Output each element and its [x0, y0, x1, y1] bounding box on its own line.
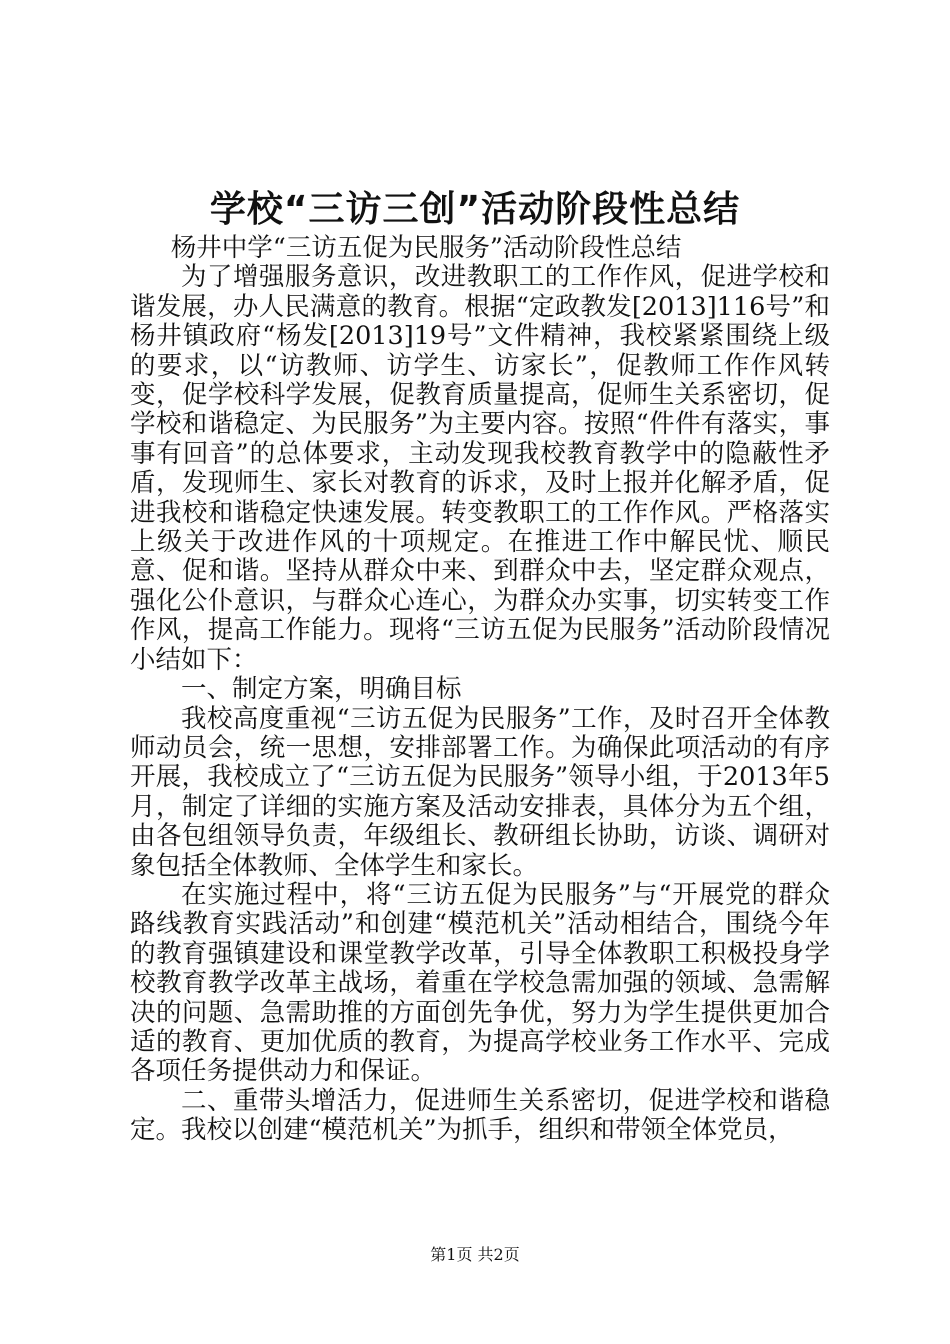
paragraph-section-2: 二、重带头增活力，促进师生关系密切，促进学校和谐稳定。我校以创建“模范机关”为抓手，组织和带领全体党员， [130, 1085, 830, 1146]
paragraph-intro: 为了增强服务意识，改进教职工的工作作风，促进学校和谐发展，办人民满意的教育。根据“定政教发[2013]116号”和杨井镇政府“杨发[2013]19号”文件精神，我校紧紧围绕上级的要求，以“访教师、访学生、访家长”，促教师工作作风转变，促学校科学发展，促教育质量提高，促师生关系密切，促学校和谐稳定、为民服务”为主要内容。按照“件件有落实，事事有回音”的总体要求，主动发现我校教育教学中的隐蔽性矛盾，发现师生、家长对教育的诉求，及时上报并化解矛盾，促进我校和谐稳定快速发展。转变教职工的工作作风。严格落实上级关于改进作风的十项规定。在推进工作中解民忧、顺民意、促和谐。坚持从群众中来、到群众中去，坚定群众观点，强化公仆意识，与群众心连心，为群众办实事，切实转变工作作风，提高工作能力。现将“三访五促为民服务”活动阶段情况小结如下： [130, 262, 830, 675]
paragraph-implementation: 在实施过程中，将“三访五促为民服务”与“开展党的群众路线教育实践活动”和创建“模范机关”活动相结合，围绕今年的教育强镇建设和课堂教学改革，引导全体教职工积极投身学校教育教学改革主战场，着重在学校急需加强的领域、急需解决的问题、急需助推的方面创先争优，努力为学生提供更加合适的教育、更加优质的教育，为提高学校业务工作水平、完成各项任务提供动力和保证。 [130, 879, 830, 1087]
section-heading-1: 一、制定方案，明确目标 [181, 674, 462, 705]
document-subtitle: 杨井中学“三访五促为民服务”活动阶段性总结 [170, 233, 682, 263]
document-title: 学校“三访三创”活动阶段性总结 [209, 189, 741, 230]
page-footer: 第1页 共2页 [430, 1245, 520, 1264]
paragraph-section-1: 我校高度重视“三访五促为民服务”工作，及时召开全体教师动员会，统一思想，安排部署工作。为确保此项活动的有序开展，我校成立了“三访五促为民服务”领导小组，于2013年5月，制定了详细的实施方案及活动安排表，具体分为五个组，由各包组领导负责，年级组长、教研组长协助，访谈、调研对象包括全体教师、全体学生和家长。 [130, 703, 830, 881]
document-body [130, 234, 830, 1146]
